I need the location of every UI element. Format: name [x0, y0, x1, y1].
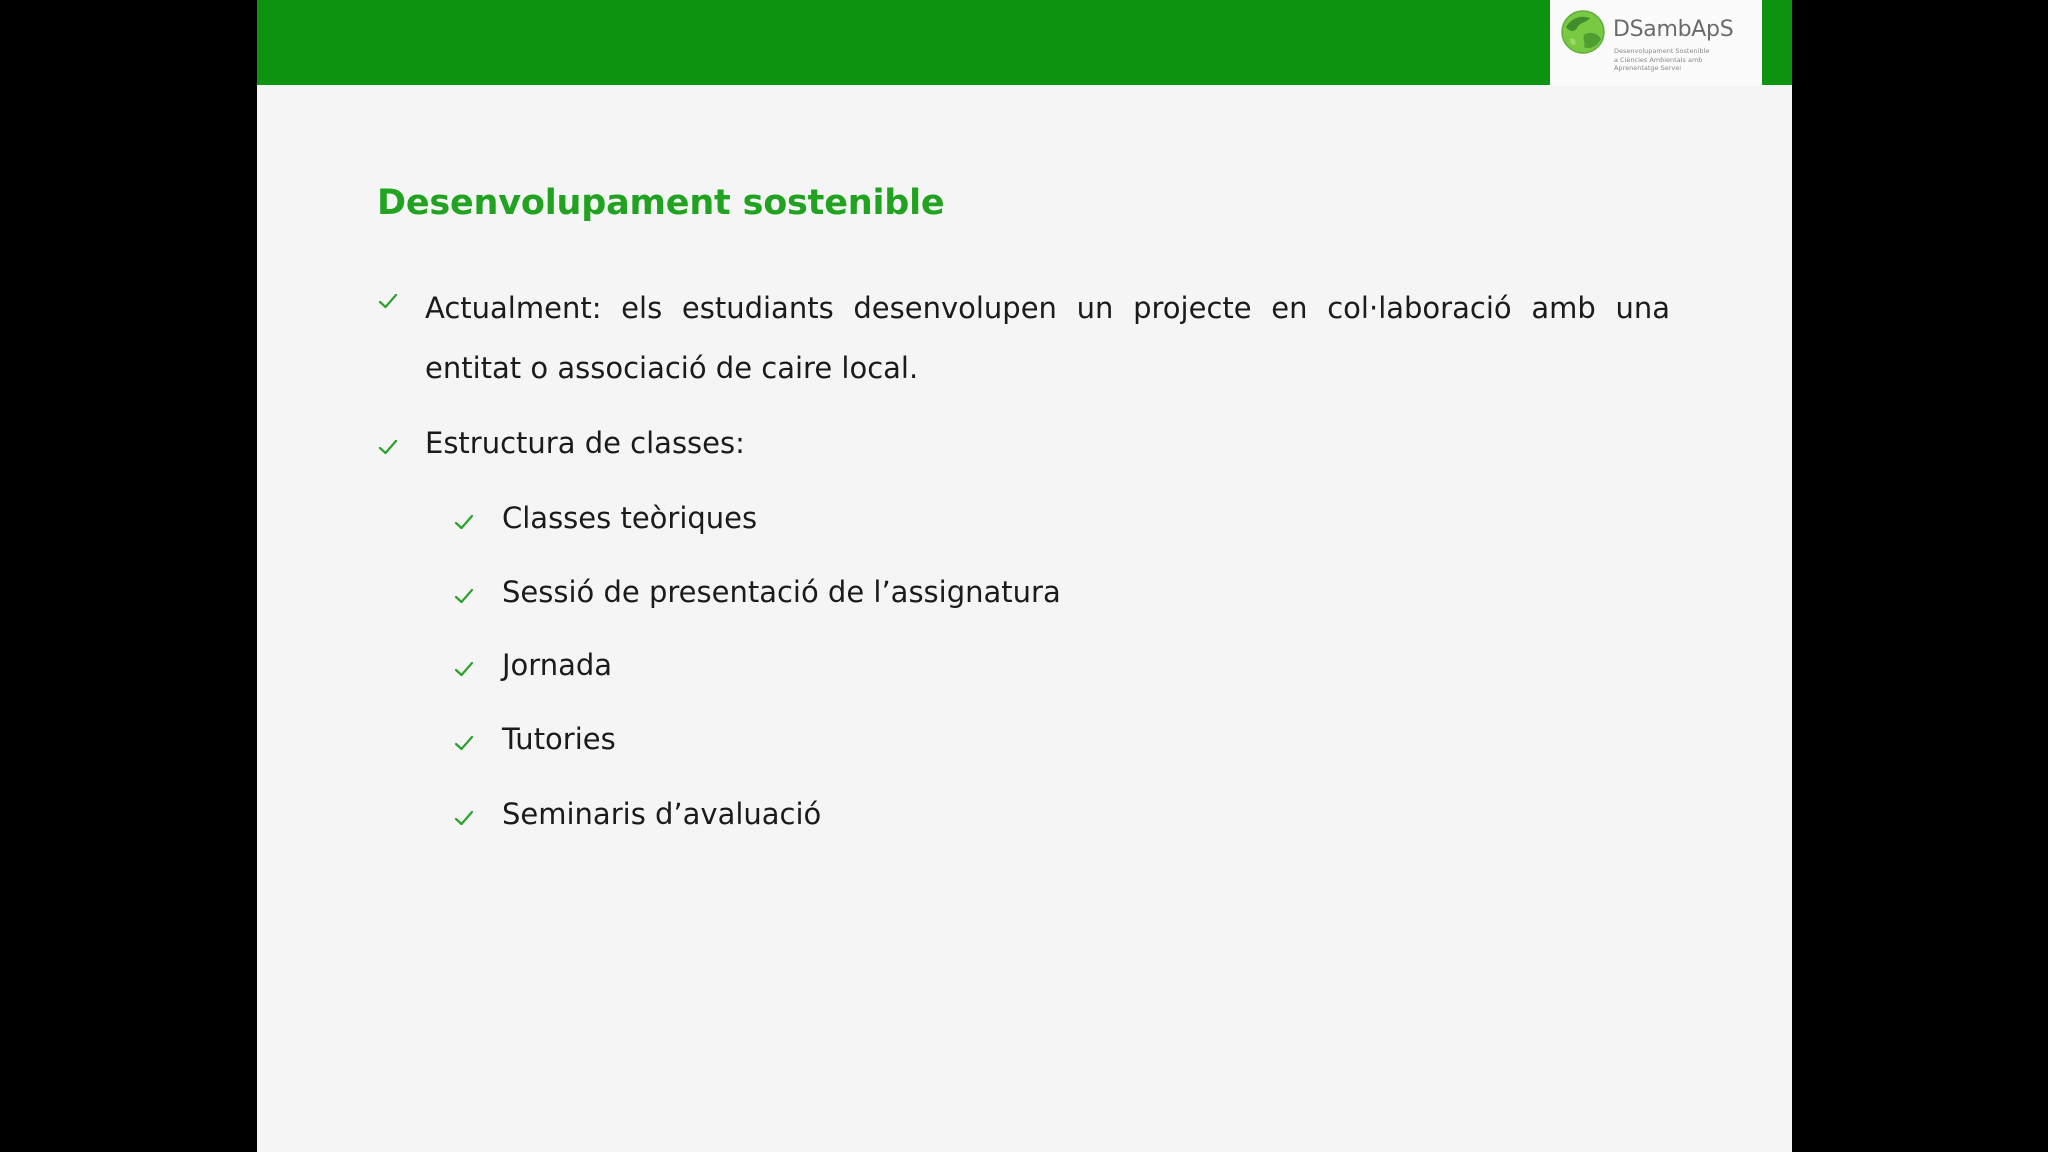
subitem-theory-classes: Classes teòriques	[502, 501, 758, 535]
check-icon	[453, 807, 475, 829]
bullet-item-current-project: Actualment: els estudiants desenvolupen un projecte en col·laboració amb una entitat o associació de caire local.	[425, 291, 1670, 385]
check-icon	[377, 436, 399, 458]
subitem-jornada: Jornada	[502, 648, 613, 682]
dsambaps-logo	[1550, 0, 1762, 86]
check-icon	[453, 511, 475, 533]
check-icon	[377, 290, 399, 312]
subitem-tutories: Tutories	[502, 722, 616, 756]
subitem-evaluation-seminars: Seminaris d’avaluació	[502, 797, 822, 831]
logo-tagline: Desenvolupament Sostenible a Ciències Ambientals amb Aprenentatge Servei	[1614, 47, 1710, 72]
slide-title: Desenvolupament sostenible	[377, 183, 945, 223]
presentation-slide	[257, 0, 1792, 1152]
check-icon	[453, 732, 475, 754]
check-icon	[453, 658, 475, 680]
bullet-item-class-structure: Estructura de classes:	[425, 426, 745, 460]
check-icon	[453, 585, 475, 607]
globe-logo-icon	[1560, 9, 1606, 55]
logo-name: DSambApS	[1613, 17, 1734, 42]
subitem-presentation-session: Sessió de presentació de l’assignatura	[502, 575, 1061, 609]
